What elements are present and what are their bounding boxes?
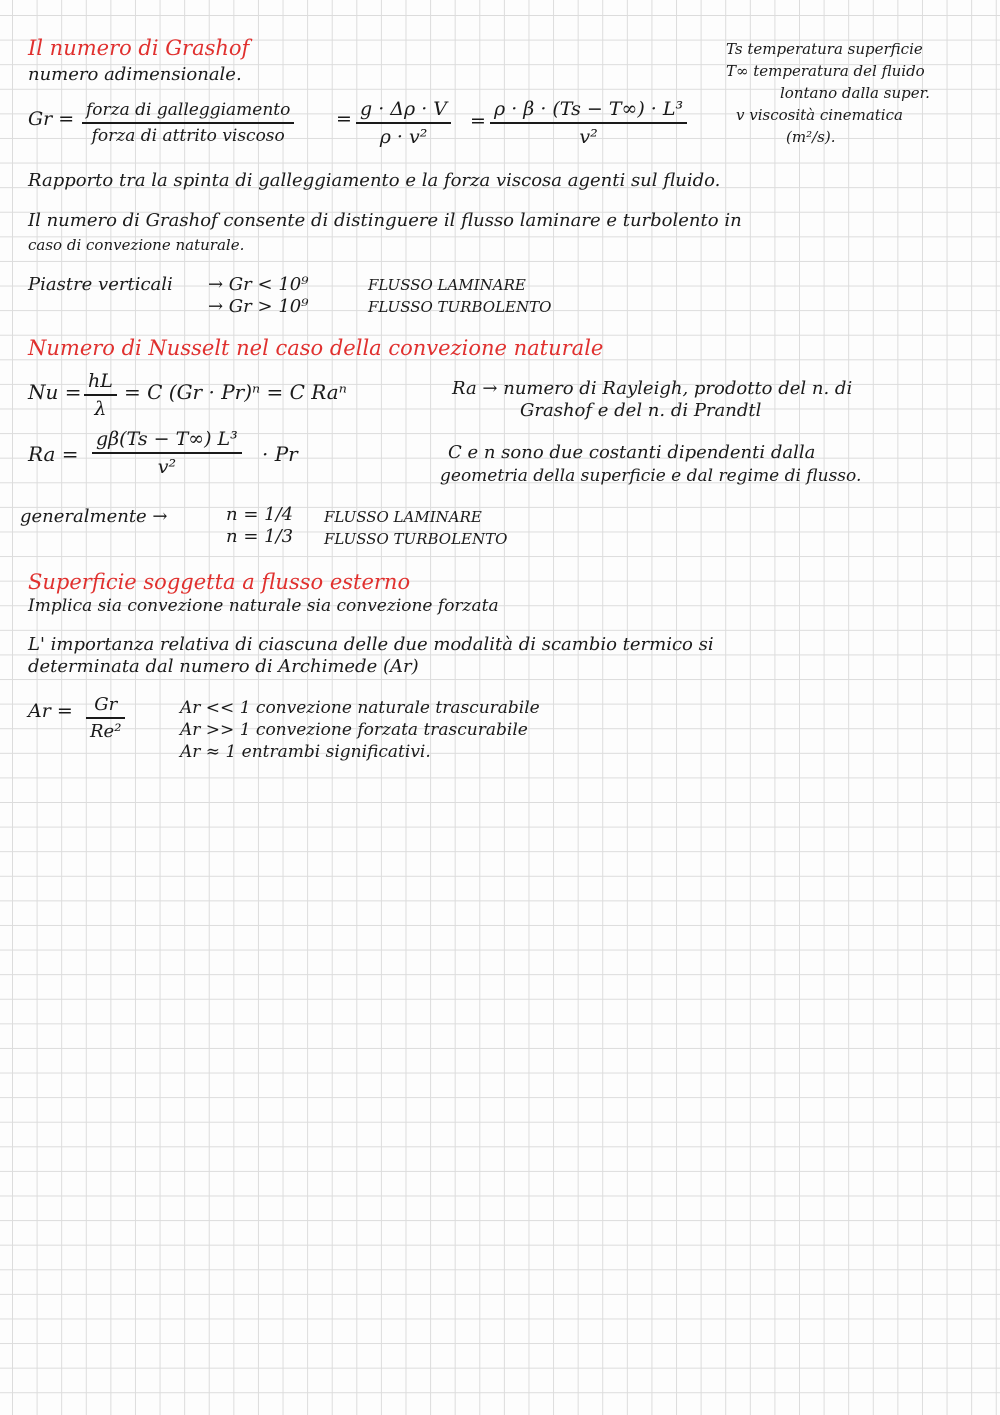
nu-fraction	[84, 370, 117, 420]
external-title: Superficie soggetta a flusso esterno	[28, 570, 411, 594]
ra-fraction-numerator: gβ(Ts − T∞) L³	[96, 428, 238, 450]
legend-ts: Ts temperatura superficie	[726, 40, 923, 58]
gr-fraction-forces-numerator: forza di galleggiamento	[86, 100, 291, 120]
gr-fraction-density	[356, 98, 451, 148]
ra-note-line-2: Grashof e del n. di Prandtl	[520, 400, 762, 421]
gr-fraction-temperature-denominator: v²	[579, 126, 598, 148]
distinguish-line-2: caso di convezione naturale.	[28, 236, 245, 254]
grashof-title: Il numero di Grashof	[28, 36, 250, 60]
external-subtitle: Implica sia convezione naturale sia convezione forzata	[28, 596, 499, 616]
fraction-bar	[356, 122, 451, 124]
ar-fraction	[86, 694, 125, 742]
legend-v-unit: (m²/s).	[786, 128, 836, 146]
equals-sign: =	[470, 110, 486, 132]
gr-fraction-forces-denominator: forza di attrito viscoso	[91, 126, 285, 146]
gr-lhs: Gr =	[28, 108, 75, 130]
nu-fraction-denominator: λ	[94, 398, 107, 420]
distinguish-line-1: Il numero di Grashof consente di distinguere il flusso laminare e turbolento in	[28, 210, 742, 231]
ar-fraction-numerator: Gr	[94, 694, 118, 715]
ar-row-forced-negligible: Ar >> 1 convezione forzata trascurabile	[180, 720, 528, 740]
plates-label: Piastre verticali	[28, 274, 173, 295]
ra-note-line-1: Ra → numero di Rayleigh, prodotto del n. di	[452, 378, 853, 399]
legend-tinf-cont: lontano dalla super.	[780, 84, 930, 102]
fraction-bar	[82, 122, 294, 124]
plates-cond-laminar: → Gr < 10⁹	[208, 274, 309, 295]
cn-note-line-2: geometria della superficie e dal regime di flusso.	[440, 466, 862, 486]
fraction-bar	[490, 122, 687, 124]
gr-fraction-density-denominator: ρ · v²	[379, 126, 428, 148]
importance-line-2: determinata dal numero di Archimede (Ar)	[28, 656, 419, 677]
legend-v: v viscosità cinematica	[736, 106, 903, 124]
ra-fraction	[92, 428, 242, 478]
plates-cond-turbulent: → Gr > 10⁹	[208, 296, 309, 317]
ratio-text: Rapporto tra la spinta di galleggiamento e la forza viscosa agenti sul fluido.	[28, 170, 721, 191]
nusselt-title: Numero di Nusselt nel caso della convezione naturale	[28, 336, 604, 360]
nu-lhs: Nu =	[28, 380, 82, 404]
legend-tinf: T∞ temperatura del fluido	[726, 62, 925, 80]
fraction-bar	[86, 717, 125, 719]
n-value-laminar: n = 1/4	[226, 504, 294, 525]
n-value-turbulent: n = 1/3	[226, 526, 294, 547]
grashof-subtitle: numero adimensionale.	[28, 64, 242, 85]
plates-regime-laminar: FLUSSO LAMINARE	[368, 276, 526, 294]
ra-lhs: Ra =	[28, 442, 79, 466]
ar-fraction-denominator: Re²	[90, 721, 122, 742]
nu-rhs: = C (Gr · Pr)ⁿ = C Raⁿ	[124, 380, 347, 404]
fraction-bar	[84, 394, 117, 396]
ar-row-both-significant: Ar ≈ 1 entrambi significativi.	[180, 742, 431, 762]
ar-row-natural-negligible: Ar << 1 convezione naturale trascurabile	[180, 698, 540, 718]
gr-fraction-temperature-numerator: ρ · β · (Ts − T∞) · L³	[494, 98, 684, 120]
nu-fraction-numerator: hL	[88, 370, 113, 392]
plates-regime-turbulent: FLUSSO TURBOLENTO	[368, 298, 552, 316]
fraction-bar	[92, 452, 242, 454]
gr-fraction-forces	[82, 100, 294, 146]
cn-note-line-1: C e n sono due costanti dipendenti dalla	[448, 442, 816, 463]
ra-rhs: · Pr	[262, 442, 298, 466]
n-regime-turbulent: FLUSSO TURBOLENTO	[324, 530, 508, 548]
n-regime-laminar: FLUSSO LAMINARE	[324, 508, 482, 526]
importance-line-1: L' importanza relativa di ciascuna delle due modalità di scambio termico si	[28, 634, 714, 655]
gr-fraction-temperature	[490, 98, 687, 148]
ra-fraction-denominator: v²	[157, 456, 177, 478]
equals-sign: =	[336, 108, 352, 130]
gr-fraction-density-numerator: g · Δρ · V	[360, 98, 448, 120]
ar-lhs: Ar =	[28, 700, 73, 722]
general-label: generalmente →	[20, 506, 168, 527]
